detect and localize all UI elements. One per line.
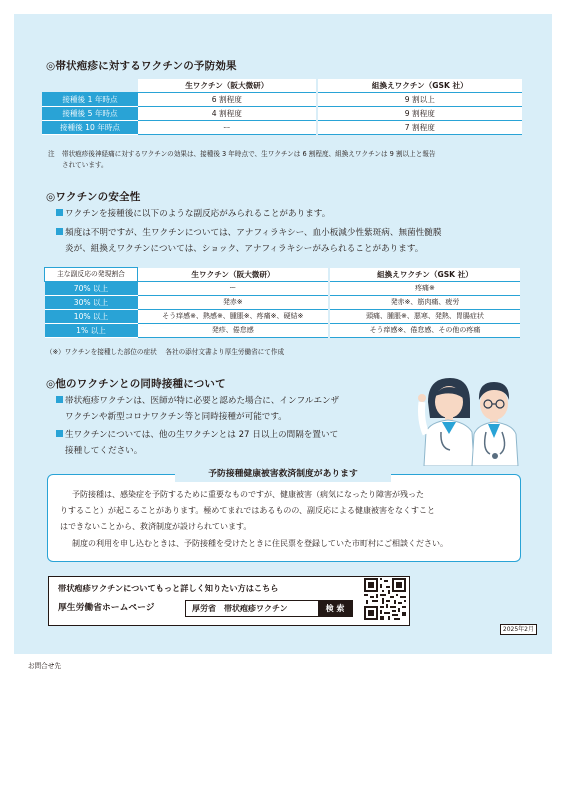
search-box[interactable] [185, 600, 353, 617]
table-header-label: 主な副反応の発現割合 [45, 268, 138, 282]
bullet-square-icon [56, 396, 63, 403]
safety-heading: ◎ワクチンの安全性 [46, 191, 141, 203]
efficacy-note-mark: 注 [48, 150, 55, 158]
efficacy-note: 帯状疱疹後神経痛に対するワクチンの効果は、接種後 3 年時点で、生ワクチンは 6 割程度、組換えワクチンは 9 割以上と報告 されています。 [62, 150, 436, 169]
col-recomb: 組換えワクチン（GSK 社） [317, 79, 522, 93]
safety-bullet-1: ワクチンを接種後に以下のような副反応がみられることがあります。 [56, 206, 330, 222]
search-input: 厚労省 帯状疱疹ワクチン [192, 604, 288, 613]
bullet-square-icon [56, 228, 63, 235]
col-live: 生ワクチン（阪大微研） [138, 79, 317, 93]
side-effects-footnote: （※）ワクチンを接種した部位の症状 各社の添付文書より厚生労働省にて作成 [46, 348, 285, 356]
bullet-square-icon [56, 209, 63, 216]
table-row: 接種後 5 年時点 4 割程度 9 割程度 [42, 107, 522, 121]
simultaneous-bullet-1: 帯状疱疹ワクチンは、医師が特に必要と認めた場合に、インフルエンザ [56, 393, 339, 409]
simultaneous-heading: ◎他のワクチンとの同時接種について [46, 378, 226, 390]
simultaneous-bullet-2: 生ワクチンについては、他の生ワクチンとは 27 日以上の間隔を置いて [56, 427, 338, 443]
table-row: 接種後 10 年時点 ー 7 割程度 [42, 121, 522, 135]
homepage-intro: 帯状疱疹ワクチンについてもっと詳しく知りたい方はこちら [58, 583, 279, 593]
qr-code-icon[interactable] [364, 578, 406, 620]
relief-title: 予防接種健康被害救済制度があります [175, 466, 391, 482]
search-button[interactable]: 検 索 [318, 601, 352, 616]
doctors-illustration [414, 372, 526, 466]
table-row: 接種後 1 年時点 6 割程度 9 割以上 [42, 93, 522, 107]
table-row: 10% 以上 そう痒感※、熱感※、腫脹※、疼痛※、硬結※ 頭痛、腫脹※、悪寒、発熱、胃腸症状 [45, 310, 521, 324]
safety-bullet-2-cont: 炎が、組換えワクチンについては、ショック、アナフィラキシーがみられることがあります。 [65, 244, 424, 254]
table-row: 1% 以上 発疹、倦怠感 そう痒感※、倦怠感、その他の疼痛 [45, 324, 521, 338]
safety-bullet-2: 頻度は不明ですが、生ワクチンについては、アナフィラキシー、血小板減少性紫斑病、無菌性髄膜 [56, 225, 441, 241]
bullet-square-icon [56, 430, 63, 437]
publish-date: 2025年2月 [500, 624, 537, 635]
homepage-label: 厚生労働省ホームページ [58, 603, 155, 613]
table-row: 30% 以上 発赤※ 発赤※、筋肉痛、疲労 [45, 296, 521, 310]
table-row: 70% 以上 ー 疼痛※ [45, 282, 521, 296]
contact-label: お問合せ先 [28, 662, 61, 670]
efficacy-table [42, 79, 522, 135]
side-effects-table: 主な副反応の発現割合 生ワクチン（阪大微研） 組換えワクチン（GSK 社） 70% 以上 ー 疼痛※ 30% 以上 発赤※ 発赤※、筋肉痛、疲労 10% 以上 そう痒感※、熱感※、腫脹※、疼痛※、硬結※ 頭痛、腫脹※、悪寒、発熱、胃腸症状 1% 以上 発疹、倦怠感 そう痒感※、倦怠感、その他の疼痛 [44, 267, 520, 338]
efficacy-heading: ◎帯状疱疹に対するワクチンの予防効果 [46, 60, 237, 72]
relief-paragraph-2: 制度の利用を申し込むときは、予防接種を受けたときに住民票を登録していた市町村にご相談ください。 [72, 539, 448, 548]
relief-paragraph-1: 予防接種は、感染症を予防するために重要なものですが、健康被害（病気になったり障害が残った [72, 490, 424, 499]
